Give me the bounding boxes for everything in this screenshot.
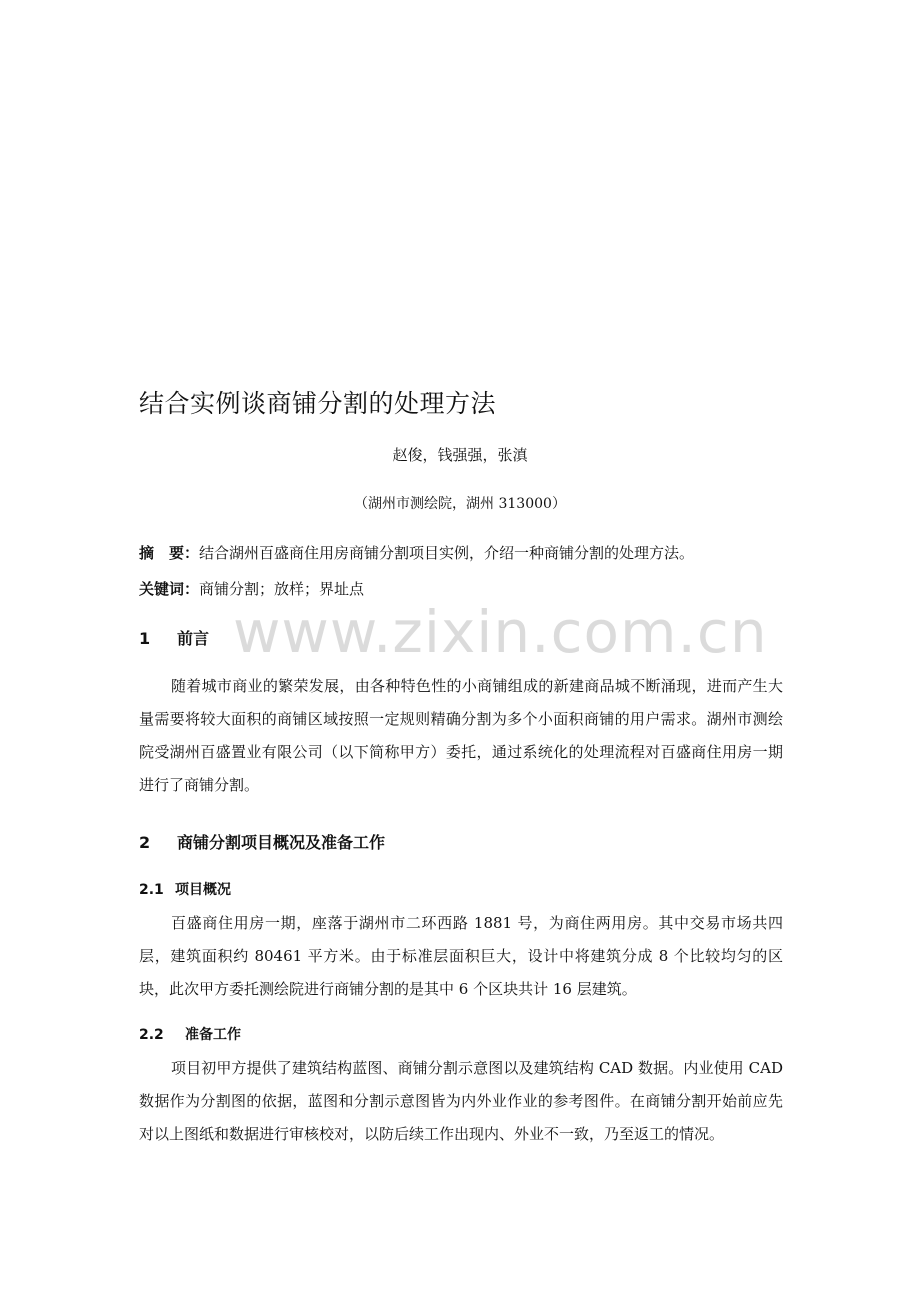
section-2-number: 2 xyxy=(139,833,151,852)
section-2-2-title: 准备工作 xyxy=(185,1027,241,1043)
abstract-text: 结合湖州百盛商住用房商铺分割项目实例，介绍一种商铺分割的处理方法。 xyxy=(199,544,695,562)
section-2-2-heading xyxy=(139,1024,241,1044)
section-2-1-number: 2.1 xyxy=(139,882,164,898)
keywords xyxy=(139,578,364,599)
abstract-label: 摘 要： xyxy=(139,544,200,562)
section-2-1-paragraph: 百盛商住用房一期，座落于湖州市二环西路 1881 号，为商住两用房。其中交易市场共四层，建筑面积约 80461 平方米。由于标准层面积巨大，设计中将建筑分成 8 个比较均匀的区块，此次甲方委托测绘院进行商铺分割的是其中 6 个区块共计 16 层建筑。 xyxy=(139,914,783,998)
section-2-1-heading xyxy=(139,879,231,899)
authors: 赵俊，钱强强，张滇 xyxy=(392,446,528,464)
section-2-title: 商铺分割项目概况及准备工作 xyxy=(177,833,386,852)
section-2-2-number: 2.2 xyxy=(139,1027,164,1043)
keywords-label: 关键词： xyxy=(139,580,200,598)
section-1-title: 前言 xyxy=(177,629,210,648)
section-2-1-title: 项目概况 xyxy=(175,882,231,898)
section-2-2-paragraph: 项目初甲方提供了建筑结构蓝图、商铺分割示意图以及建筑结构 CAD 数据。内业使用 CAD 数据作为分割图的依据，蓝图和分割示意图皆为内外业作业的参考图件。在商铺分割开始前应先对以上图纸和数据进行审核校对，以防后续工作出现内、外业不一致，乃至返工的情况。 xyxy=(139,1059,783,1143)
affiliation: （湖州市测绘院，湖州 313000） xyxy=(354,496,566,512)
section-2-heading xyxy=(139,830,385,853)
section-1-heading xyxy=(139,626,209,649)
watermark: www.zixin.com.cn xyxy=(233,598,768,666)
keywords-text: 商铺分割；放样；界址点 xyxy=(199,580,365,598)
section-1-paragraph: 随着城市商业的繁荣发展，由各种特色性的小商铺组成的新建商品城不断涌现，进而产生大量需要将较大面积的商铺区域按照一定规则精确分割为多个小面积商铺的用户需求。湖州市测绘院受湖州百盛置业有限公司（以下简称甲方）委托，通过系统化的处理流程对百盛商住用房一期进行了商铺分割。 xyxy=(139,677,783,794)
paper-title: 结合实例谈商铺分割的处理方法 xyxy=(139,389,497,418)
section-1-number: 1 xyxy=(139,629,151,648)
abstract xyxy=(139,542,694,563)
